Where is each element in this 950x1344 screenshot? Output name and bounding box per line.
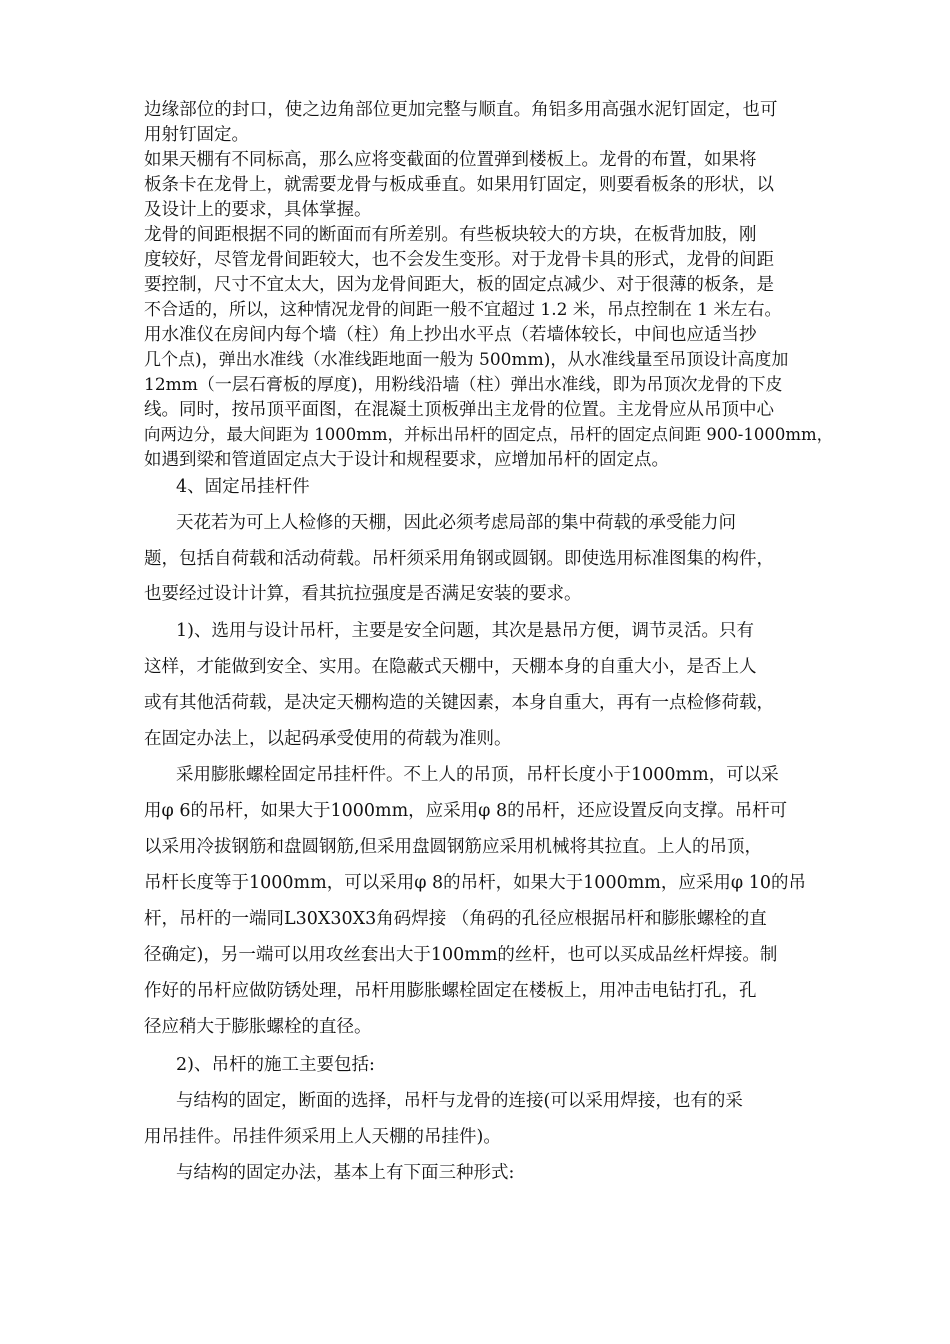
text-line: 或有其他活荷载，是决定天棚构造的关键因素，本身自重大，再有一点检修荷载，: [144, 693, 774, 713]
text-line: 题，包括自荷载和活动荷载。吊杆须采用角钢或圆钢。即使选用标准图集的构件，: [144, 549, 774, 569]
text-line: 采用膨胀螺栓固定吊挂杆件。不上人的吊顶，吊杆长度小于1000mm，可以采: [176, 765, 779, 785]
text-line: 与结构的固定，断面的选择，吊杆与龙骨的连接(可以采用焊接，也有的采: [176, 1091, 743, 1111]
text-line: 龙骨的间距根据不同的断面而有所差别。有些板块较大的方块，在板背加肢，刚: [144, 225, 757, 245]
text-line: 杆，吊杆的一端同L30X30X3角码焊接 （角码的孔径应根据吊杆和膨胀螺栓的直: [144, 909, 767, 929]
text-line: 如遇到梁和管道固定点大于设计和规程要求，应增加吊杆的固定点。: [144, 450, 669, 470]
text-line: 线。同时，按吊顶平面图，在混凝土顶板弹出主龙骨的位置。主龙骨应从吊顶中心: [144, 400, 774, 420]
text-line: 用吊挂件。吊挂件须采用上人天棚的吊挂件)。: [144, 1127, 501, 1147]
text-line: 向两边分，最大间距为 1000mm，并标出吊杆的固定点，吊杆的固定点间距 900-1000mm，: [144, 425, 834, 444]
section-heading: 4、固定吊挂杆件: [176, 477, 310, 497]
text-line: 也要经过设计计算，看其抗拉强度是否满足安装的要求。: [144, 584, 582, 604]
text-line: 用φ 6的吊杆，如果大于1000mm，应采用φ 8的吊杆，还应设置反向支撑。吊杆可: [144, 801, 788, 821]
text-line: 用射钉固定。: [144, 125, 249, 145]
text-line: 在固定办法上，以起码承受使用的荷载为准则。: [144, 729, 512, 749]
text-line: 这样，才能做到安全、实用。在隐蔽式天棚中，天棚本身的自重大小，是否上人: [144, 657, 757, 677]
text-line: 度较好，尽管龙骨间距较大，也不会发生变形。对于龙骨卡具的形式，龙骨的间距: [144, 250, 774, 270]
text-line: 板条卡在龙骨上，就需要龙骨与板成垂直。如果用钉固定，则要看板条的形状，以: [144, 175, 774, 195]
text-line: 吊杆长度等于1000mm，可以采用φ 8的吊杆，如果大于1000mm，应采用φ 10的吊: [144, 873, 806, 893]
text-line: 2)、吊杆的施工主要包括:: [176, 1055, 375, 1075]
text-line: 要控制，尺寸不宜太大，因为龙骨间距大，板的固定点减少、对于很薄的板条，是: [144, 275, 774, 295]
text-line: 用水准仪在房间内每个墙（柱）角上抄出水平点（若墙体较长，中间也应适当抄: [144, 325, 757, 345]
text-line: 径确定)，另一端可以用攻丝套出大于100mm的丝杆，也可以买成品丝杆焊接。制: [144, 945, 778, 965]
text-line: 及设计上的要求，具体掌握。: [144, 200, 372, 220]
text-line: 以采用冷拔钢筋和盘圆钢筋,但采用盘圆钢筋应采用机械将其拉直。上人的吊顶，: [144, 837, 763, 857]
text-line: 1)、选用与设计吊杆，主要是安全问题，其次是悬吊方便，调节灵活。只有: [176, 621, 754, 641]
text-line: 径应稍大于膨胀螺栓的直径。: [144, 1017, 372, 1037]
text-line: 几个点)，弹出水准线（水准线距地面一般为 500mm)，从水准线量至吊顶设计高度加: [144, 350, 789, 370]
text-line: 作好的吊杆应做防锈处理，吊杆用膨胀螺栓固定在楼板上，用冲击电钻打孔，孔: [144, 981, 757, 1001]
text-line: 边缘部位的封口，使之边角部位更加完整与顺直。角铝多用高强水泥钉固定，也可: [144, 100, 778, 120]
text-line: 12mm（一层石膏板的厚度)，用粉线沿墙（柱）弹出水准线，即为吊顶次龙骨的下皮: [144, 375, 783, 395]
text-line: 不合适的，所以，这种情况龙骨的间距一般不宜超过 1.2 米，吊点控制在 1 米左右。: [144, 300, 782, 320]
text-line: 如果天棚有不同标高，那么应将变截面的位置弹到楼板上。龙骨的布置，如果将: [144, 150, 757, 170]
text-line: 与结构的固定办法，基本上有下面三种形式:: [176, 1163, 515, 1183]
text-line: 天花若为可上人检修的天棚，因此必须考虑局部的集中荷载的承受能力问: [176, 513, 736, 533]
